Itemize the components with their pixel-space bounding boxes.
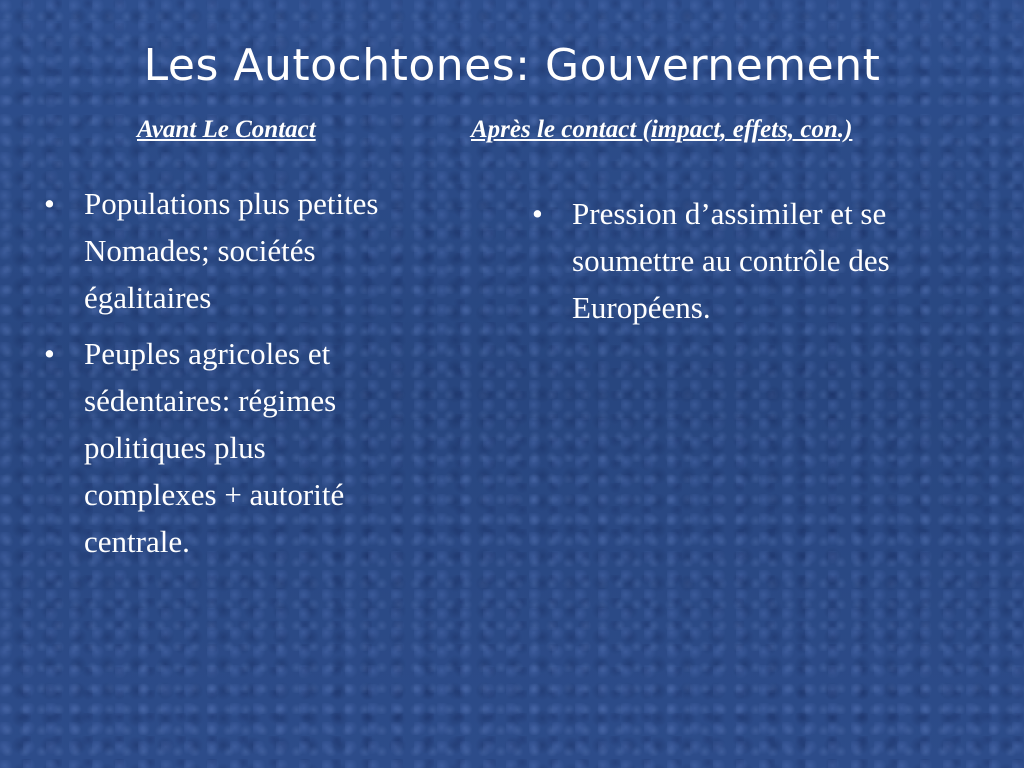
bullet-line: soumettre au contrôle des [572, 243, 890, 278]
bullet-item [40, 330, 480, 565]
bullet-line: Peuples agricoles et [84, 336, 331, 371]
bullet-line: Européens. [572, 290, 711, 325]
bullet-dot: • [532, 196, 543, 231]
bullet-dot: • [44, 336, 55, 371]
slide-title: Les Autochtones: Gouvernement [143, 40, 881, 91]
right-column-header: Après le contact (impact, effets, con.) [471, 116, 853, 143]
bullet-dot: • [44, 186, 55, 221]
bullet-line: centrale. [84, 524, 190, 559]
bullet-line: égalitaires [84, 280, 212, 315]
bullet-item [40, 180, 480, 321]
bullet-item [528, 190, 998, 331]
bullet-line: Nomades; sociétés [84, 233, 316, 268]
right-bullet-list [528, 190, 998, 340]
bullet-line: complexes + autorité [84, 477, 345, 512]
left-column-header: Avant Le Contact [137, 116, 316, 143]
bullet-line: sédentaires: régimes [84, 383, 337, 418]
left-bullet-list [40, 180, 480, 574]
bullet-line: Pression d’assimiler et se [572, 196, 887, 231]
bullet-line: politiques plus [84, 430, 266, 465]
bullet-line: Populations plus petites [84, 186, 379, 221]
